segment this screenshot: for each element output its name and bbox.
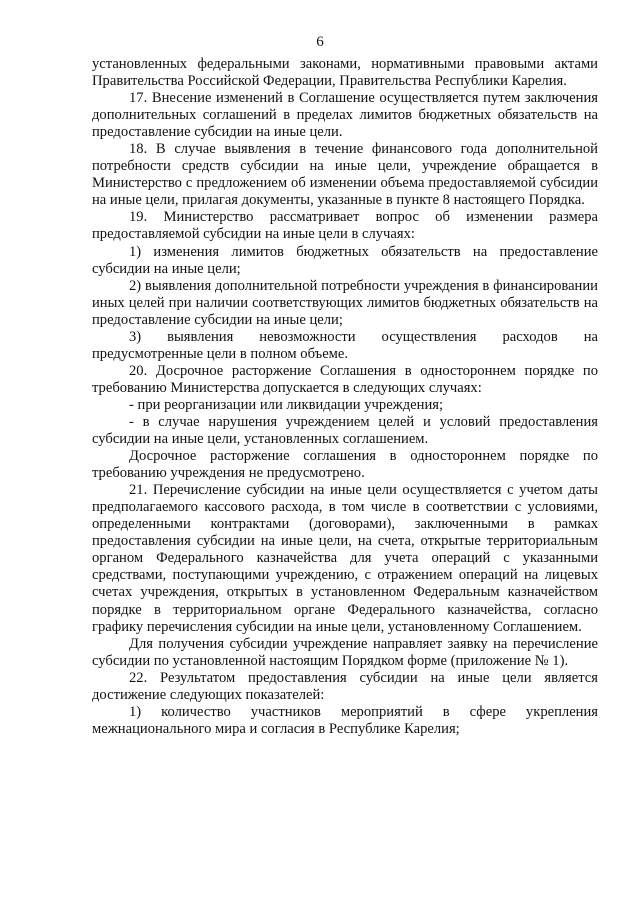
paragraph-20: 20. Досрочное расторжение Соглашения в одностороннем порядке по требованию Министерства допускается в следующих случаях:: [92, 362, 598, 396]
list-item-19-3: 3) выявления невозможности осуществления расходов на предусмотренные цели в полном объеме.: [92, 328, 598, 362]
list-item-19-1: 1) изменения лимитов бюджетных обязательств на предоставление субсидии на иные цели;: [92, 243, 598, 277]
paragraph-21: 21. Перечисление субсидии на иные цели осуществляется с учетом даты предполагаемого кассового расхода, в том числе в соответствии с условиями, определенными контрактами (договорами), заключенными в рамках предоставления субсидии на иные цели, на счета, открытые территориальным органом Федерального казначейства для учета операций с указанными средствами, поступающими учреждению, с отражением операций на лицевых счетах учреждения, открытых в установленном Федеральным казначейством порядке в территориальном органе Федерального казначейства, согласно графику перечисления субсидии на иные цели, установленному Соглашением.: [92, 482, 598, 635]
document-body: [92, 56, 598, 738]
paragraph-17: 17. Внесение изменений в Соглашение осуществляется путем заключения дополнительных соглашений в пределах лимитов бюджетных обязательств на предоставление субсидии на иные цели.: [92, 90, 598, 141]
list-item-20-2: - в случае нарушения учреждением целей и условий предоставления субсидии на иные цели, установленных соглашением.: [92, 413, 598, 448]
page-number: 6: [316, 34, 324, 50]
paragraph-20-note: Досрочное расторжение соглашения в одностороннем порядке по требованию учреждения не предусмотрено.: [92, 448, 598, 482]
list-item-22-1: 1) количество участников мероприятий в сфере укрепления межнационального мира и согласия в Республике Карелия;: [92, 703, 598, 737]
paragraph-22: 22. Результатом предоставления субсидии на иные цели является достижение следующих показателей:: [92, 669, 598, 703]
paragraph-continuation: установленных федеральными законами, нормативными правовыми актами Правительства Российской Федерации, Правительства Республики Карелия.: [92, 56, 598, 90]
paragraph-18: 18. В случае выявления в течение финансового года дополнительной потребности средств субсидии на иные цели, учреждение обращается в Министерство с предложением об изменении объема предоставляемой субсидии на иные цели, прилагая документы, указанные в пункте 8 настоящего Порядка.: [92, 141, 598, 209]
list-item-19-2: 2) выявления дополнительной потребности учреждения в финансировании иных целей при наличии соответствующих лимитов бюджетных обязательств на предоставление субсидии на иные цели;: [92, 277, 598, 328]
list-item-20-1: - при реорганизации или ликвидации учреждения;: [129, 396, 444, 413]
paragraph-19: 19. Министерство рассматривает вопрос об изменении размера предоставляемой субсидии на иные цели в случаях:: [92, 209, 598, 243]
paragraph-21-request: Для получения субсидии учреждение направляет заявку на перечисление субсидии по установленной настоящим Порядком форме (приложение № 1).: [92, 635, 598, 669]
